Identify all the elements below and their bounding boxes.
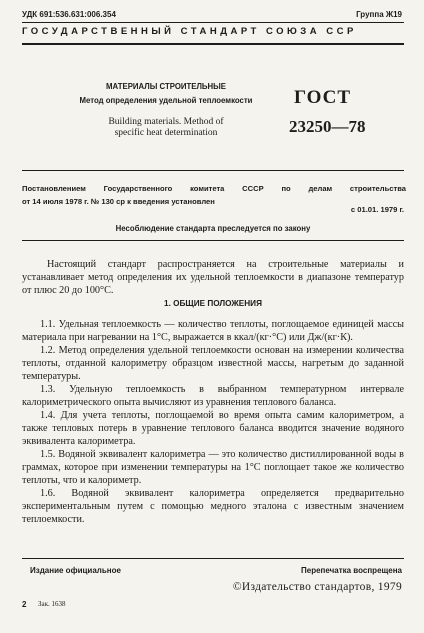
paragraph: 1.2. Метод определения удельной теплоемкости основан на измерении количества теплоты, отданной калориметру образцом известной массы, нагретым до заданной температуры. xyxy=(22,345,404,382)
paragraph: 1.4. Для учета теплоты, поглощаемой во время опыта самим калориметром, а также тепловых потерь в уравнение теплового баланса вводится значение водяного эквивалента калориметра. xyxy=(22,410,404,447)
intro-block xyxy=(22,258,404,297)
paragraph: 1.3. Удельную теплоемкость в выбранном температурном интервале калориметрического опыта вычисляют из уравнения теплового баланса. xyxy=(22,384,404,408)
paragraph: 1.1. Удельная теплоемкость — количество теплоты, поглощаемое единицей массы материала при нагревании на 1°С, выражается в ккал/(кг·°С) или Дж/(кг·К). xyxy=(22,319,404,343)
law-notice: Несоблюдение стандарта преследуется по закону xyxy=(115,224,311,233)
title-block xyxy=(66,80,266,108)
title-en-block xyxy=(66,117,266,139)
udk-code: УДК 691:536.631:006.354 xyxy=(22,10,116,19)
standard-heading: ГОСУДАРСТВЕННЫЙ СТАНДАРТ СОЮЗА ССР xyxy=(22,26,357,37)
top-rule xyxy=(22,22,404,23)
paragraph-list xyxy=(22,318,404,526)
title-ru-sub: Метод определения удельной теплоемкости xyxy=(79,96,253,105)
paragraph: 1.6. Водяной эквивалент калориметра определяется предварительно экспериментальным путем с помощью медного эталона с известным значением теплоемкости. xyxy=(22,488,404,525)
gost-number: 23250—78 xyxy=(289,117,366,136)
effective-date: с 01.01. 1979 г. xyxy=(350,205,404,214)
intro-paragraph: Настоящий стандарт распространяется на строительные материалы и устанавливает метод определения их удельной теплоемкости в диапазоне температур от плюс 20 до 100°С. xyxy=(22,259,404,296)
section-title: 1. ОБЩИЕ ПОЛОЖЕНИЯ xyxy=(164,299,262,308)
title-en-line1: Building materials. Method of xyxy=(108,117,224,127)
title-en-line2: specific heat determination xyxy=(114,128,218,138)
decree-text xyxy=(22,182,406,208)
paragraph: 1.5. Водяной эквивалент калориметра — это количество дистиллированной воды в граммах, которое при изменении температуры на 1°С поглощает такое же количество теплоты, что и калориметр. xyxy=(22,449,404,486)
official-edition: Издание официальное xyxy=(30,566,121,575)
decree-rule xyxy=(22,240,404,241)
decree-line1: Постановлением Государственного комитета СССР по делам строительства xyxy=(22,184,406,193)
reprint-notice: Перепечатка воспрещена xyxy=(301,566,402,575)
page-number: 2 xyxy=(22,600,27,609)
copyright: ©Издательство стандартов, 1979 xyxy=(232,581,402,593)
gost-label: ГОСТ xyxy=(294,87,352,108)
title-ru-main: МАТЕРИАЛЫ СТРОИТЕЛЬНЫЕ xyxy=(106,82,226,91)
footer-rule xyxy=(22,558,404,559)
header-rule xyxy=(22,43,404,45)
order-number: Зак. 1638 xyxy=(38,600,66,608)
title-rule xyxy=(22,170,404,171)
decree-line2: от 14 июля 1978 г. № 130 ср к введения установлен xyxy=(22,197,215,206)
group-code: Группа Ж19 xyxy=(356,10,402,19)
